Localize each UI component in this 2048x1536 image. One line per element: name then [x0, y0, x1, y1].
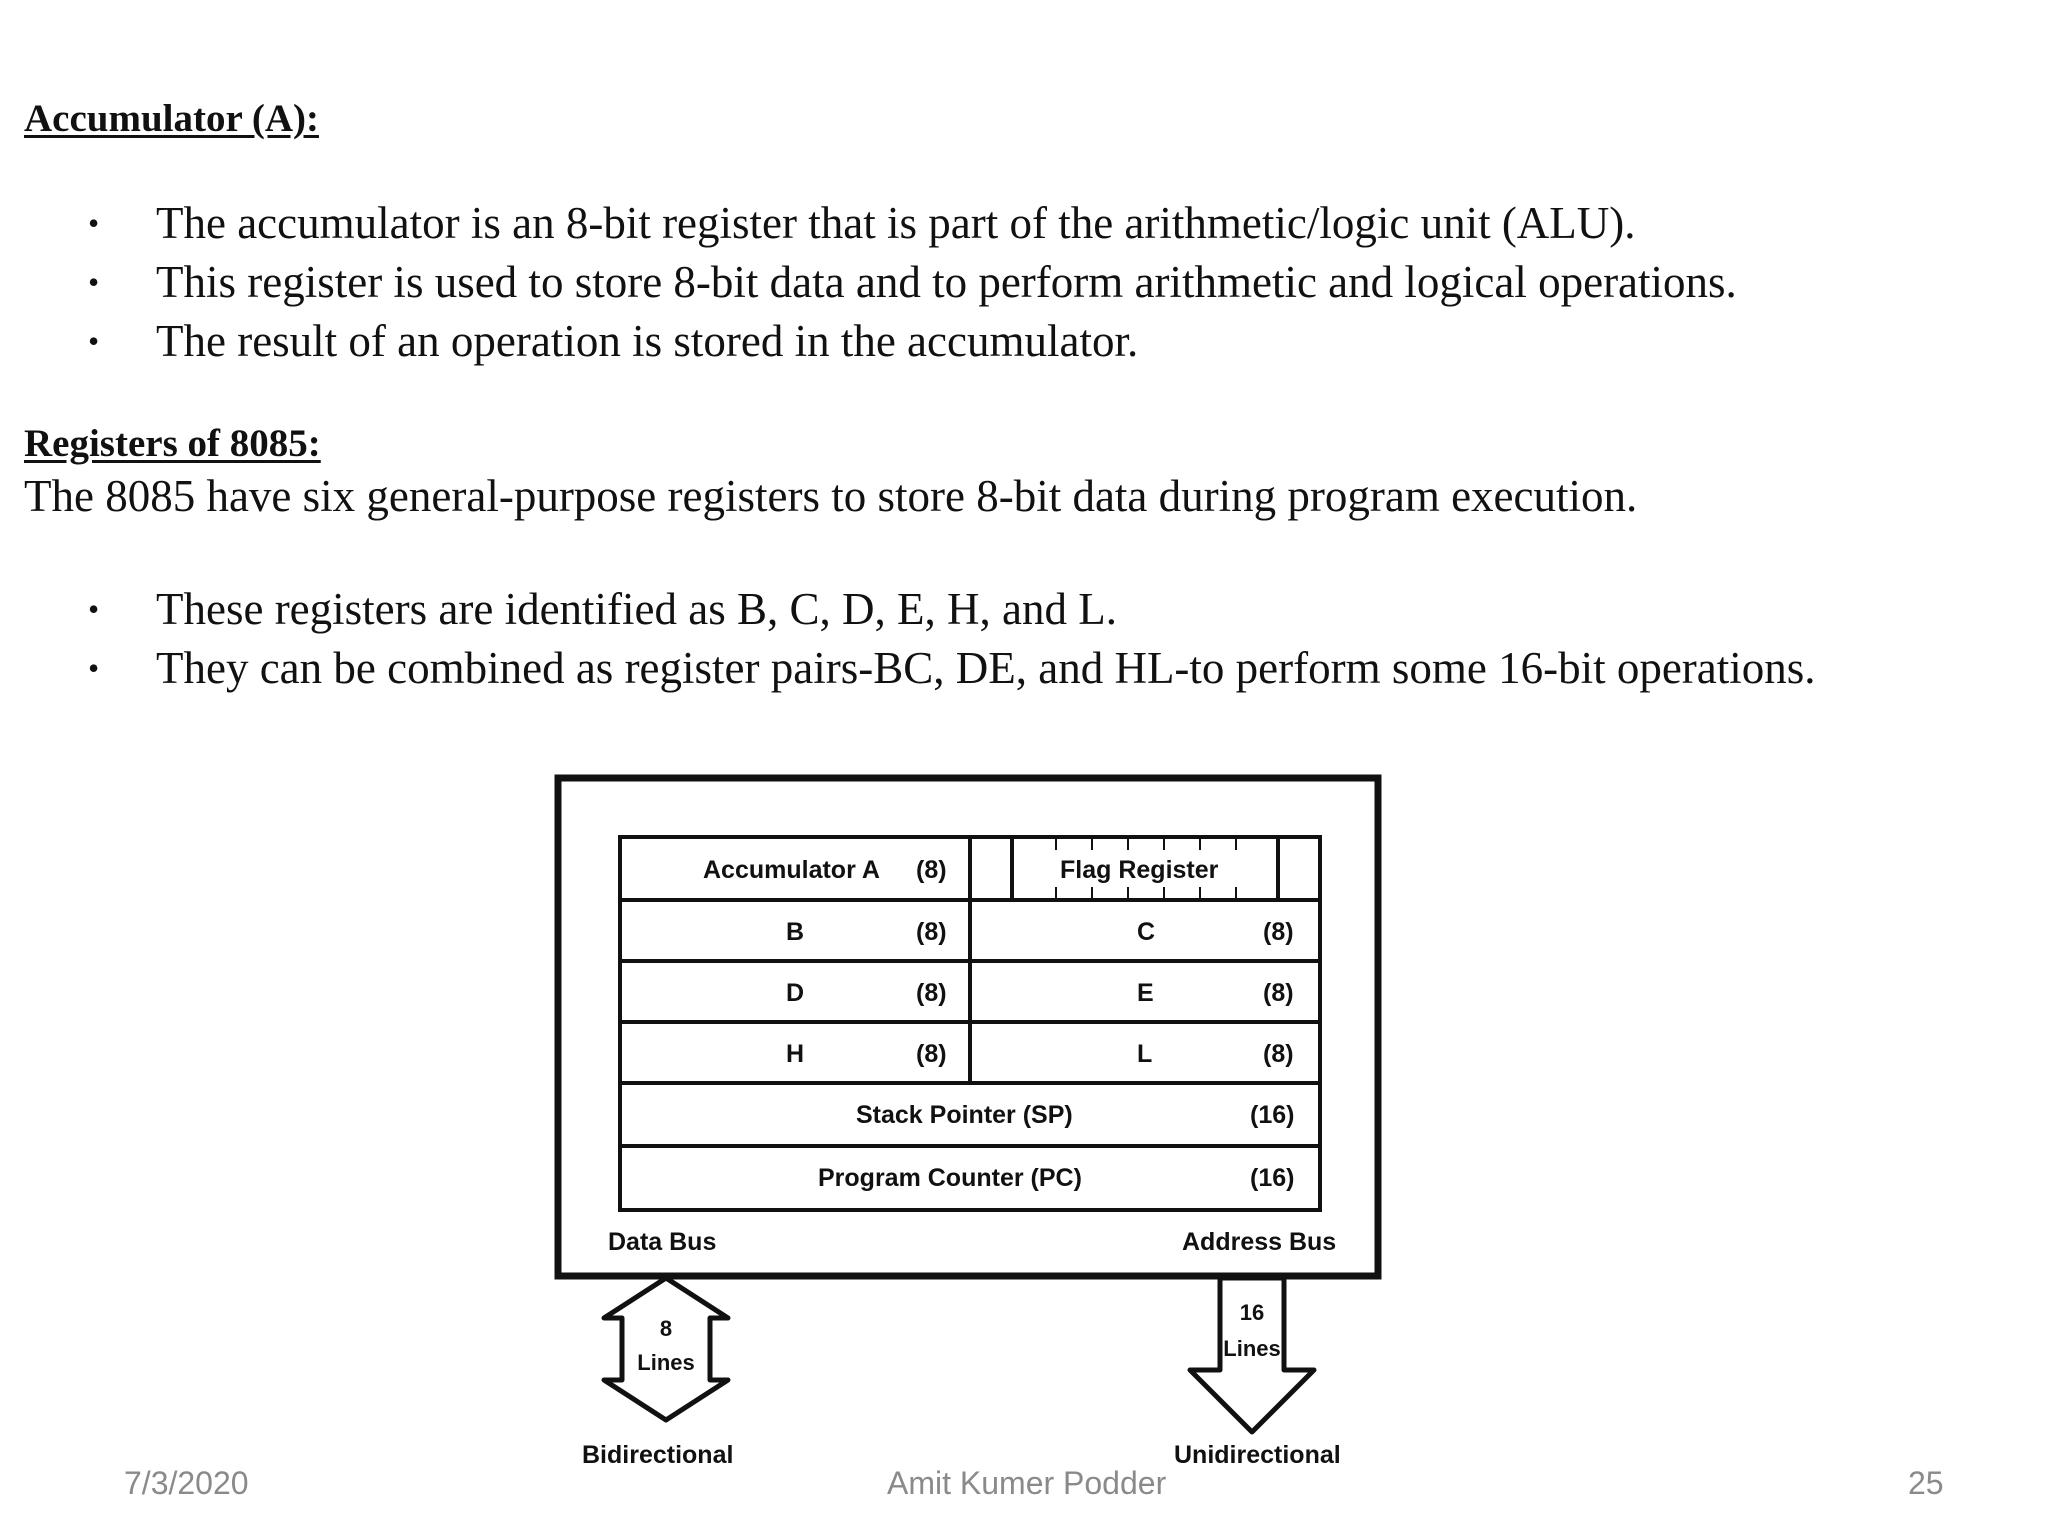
list-item: • The result of an operation is stored in the accumulator.: [88, 312, 1737, 371]
register-b-size: (8): [916, 918, 947, 946]
footer-page-number: 25: [1908, 1465, 1944, 1501]
register-l-label: L: [1137, 1040, 1153, 1068]
register-diagram: [540, 740, 1410, 1500]
registers-intro: The 8085 have six general-purpose registers to store 8-bit data during program execution.: [24, 471, 1638, 521]
register-d-size: (8): [916, 979, 947, 1007]
data-bus-label: Data Bus: [608, 1228, 717, 1256]
bidirectional-arrow-icon: [604, 1278, 728, 1420]
bullet-icon: •: [88, 323, 100, 359]
stack-pointer-size: (16): [1250, 1101, 1295, 1129]
address-bus-label: Address Bus: [1182, 1228, 1337, 1256]
register-h-size: (8): [916, 1040, 947, 1068]
address-lines-count: 16: [1239, 1300, 1265, 1325]
register-e-size: (8): [1263, 979, 1294, 1007]
bullet-icon: •: [88, 205, 100, 241]
address-lines-word: Lines: [1223, 1336, 1281, 1361]
accumulator-size: (8): [916, 856, 947, 884]
register-d-label: D: [786, 979, 805, 1007]
register-c-size: (8): [1263, 918, 1294, 946]
list-item: • This register is used to store 8-bit data and to perform arithmetic and logical operations.: [88, 253, 1737, 312]
program-counter-label: Program Counter (PC): [818, 1164, 1082, 1192]
bidirectional-label: Bidirectional: [582, 1441, 734, 1469]
program-counter-size: (16): [1250, 1164, 1295, 1192]
data-lines-word: Lines: [637, 1350, 695, 1375]
register-e-label: E: [1137, 979, 1154, 1007]
register-b-label: B: [786, 918, 805, 946]
list-item: • The accumulator is an 8-bit register that is part of the arithmetic/logic unit (ALU).: [88, 194, 1737, 253]
stack-pointer-label: Stack Pointer (SP): [856, 1101, 1073, 1129]
accumulator-bullet-list: [88, 194, 1737, 371]
register-l-size: (8): [1263, 1040, 1294, 1068]
register-c-label: C: [1137, 918, 1156, 946]
register-h-label: H: [786, 1040, 805, 1068]
footer-date: 7/3/2020: [124, 1465, 249, 1501]
unidirectional-label: Unidirectional: [1174, 1441, 1341, 1469]
registers-heading: Registers of 8085:: [24, 422, 321, 465]
list-item: • They can be combined as register pairs-BC, DE, and HL-to perform some 16-bit operations.: [88, 639, 1816, 698]
data-lines-count: 8: [659, 1316, 673, 1341]
flag-register-label: Flag Register: [1060, 856, 1219, 884]
bullet-icon: •: [88, 650, 100, 686]
footer-author: Amit Kumer Podder: [887, 1465, 1167, 1501]
bullet-icon: •: [88, 264, 100, 300]
list-item: • These registers are identified as B, C, D, E, H, and L.: [88, 580, 1816, 639]
accumulator-heading: Accumulator (A):: [24, 97, 319, 140]
bullet-icon: •: [88, 591, 100, 627]
registers-bullet-list: [88, 580, 1816, 698]
accumulator-label: Accumulator A: [703, 856, 880, 884]
